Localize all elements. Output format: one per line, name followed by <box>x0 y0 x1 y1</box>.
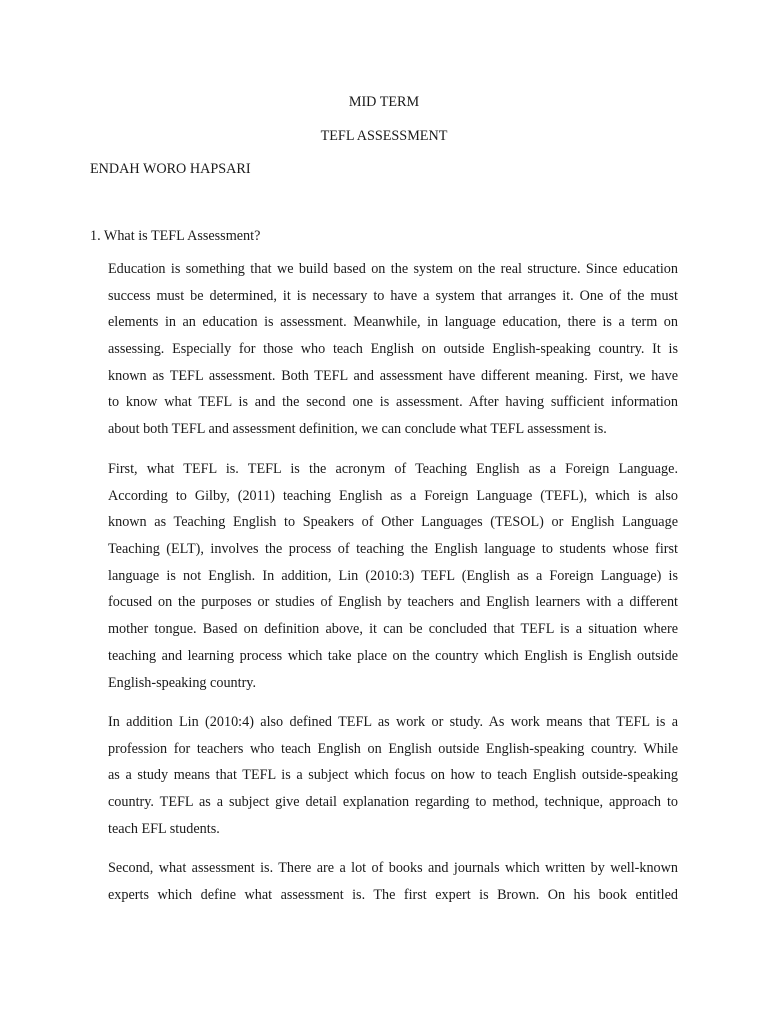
paragraph-line: focused on the purposes or studies of English by teachers and English learners with a different <box>108 594 678 611</box>
paragraph-line: teaching and learning process which take place on the country which English is English outside <box>108 647 678 664</box>
paragraph-line: Education is something that we build based on the system on the real structure. Since education <box>108 261 678 277</box>
document-title: MID TERM <box>348 94 420 110</box>
paragraph-line: Teaching (ELT), involves the process of teaching the English language to students whose first <box>108 541 678 558</box>
paragraph-line: known as Teaching English to Speakers of Other Languages (TESOL) or English Language <box>108 514 678 531</box>
paragraph-education <box>108 259 678 446</box>
paragraph-assessment <box>108 858 678 911</box>
paragraph-line: to know what TEFL is and the second one is assessment. After having sufficient information <box>108 394 678 411</box>
paragraph-line: country. TEFL as a subject give detail explanation regarding to method, technique, approach to <box>108 794 678 811</box>
author-name: ENDAH WORO HAPSARI <box>90 161 251 177</box>
paragraph-line: as a study means that TEFL is a subject which focus on how to teach English outside-speaking <box>108 767 678 784</box>
paragraph-tefl-work-study <box>108 712 678 845</box>
question-heading: 1. What is TEFL Assessment? <box>90 228 261 244</box>
paragraph-line: English-speaking country. <box>108 674 257 691</box>
paragraph-line: language is not English. In addition, Lin (2010:3) TEFL (English as a Foreign Language) is <box>108 567 678 584</box>
paragraph-line: success must be determined, it is necessary to have a system that arranges it. One of the must <box>108 287 678 304</box>
paragraph-line: teach EFL students. <box>108 820 220 837</box>
paragraph-line: First, what TEFL is. TEFL is the acronym of Teaching English as a Foreign Language. <box>108 461 678 477</box>
paragraph-line: experts which define what assessment is. The first expert is Brown. On his book entitled <box>108 886 678 903</box>
paragraph-line: mother tongue. Based on definition above, it can be concluded that TEFL is a situation where <box>108 621 678 638</box>
paragraph-line: about both TEFL and assessment definition, we can conclude what TEFL assessment is. <box>108 421 607 438</box>
paragraph-line: assessing. Especially for those who teach English on outside English-speaking country. It is <box>108 341 678 358</box>
paragraph-line: elements in an education is assessment. Meanwhile, in language education, there is a term on <box>108 314 678 331</box>
paragraph-line: In addition Lin (2010:4) also defined TEFL as work or study. As work means that TEFL is a <box>108 714 678 730</box>
paragraph-line: Second, what assessment is. There are a lot of books and journals which written by well-known <box>108 860 678 876</box>
paragraph-line: known as TEFL assessment. Both TEFL and assessment have different meaning. First, we have <box>108 367 678 384</box>
paragraph-line: profession for teachers who teach English on English outside English-speaking country. While <box>108 740 678 757</box>
paragraph-line: According to Gilby, (2011) teaching English as a Foreign Language (TEFL), which is also <box>108 487 678 504</box>
document-subtitle: TEFL ASSESSMENT <box>320 128 448 144</box>
paragraph-tefl-definition <box>108 459 678 699</box>
